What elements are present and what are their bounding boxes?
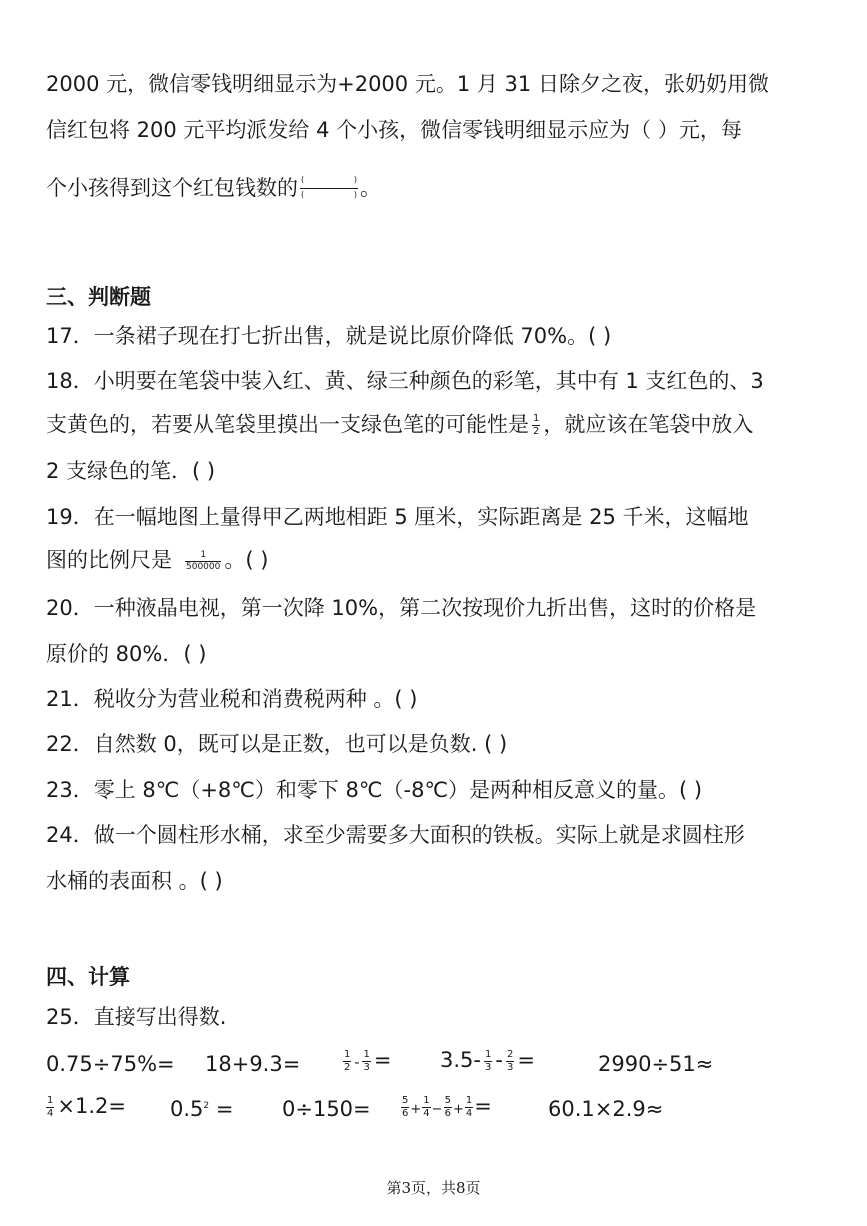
fraction: $\frac{1}{4}$ xyxy=(423,1094,430,1119)
question-19-text-a: 图的比例尺是 xyxy=(46,548,172,572)
question-18-text-b: ，就应该在笔袋中放入 xyxy=(543,412,754,437)
fraction-bar xyxy=(300,188,358,189)
question-18-line-3: 2 支绿色的笔．( ) xyxy=(46,459,216,483)
question-17: 17．一条裙子现在打七折出售，就是说比原价降低 70%。( ) xyxy=(46,324,612,348)
question-20-line-1: 20．一种液晶电视，第一次降 10%，第二次按现价九折出售，这时的价格是 xyxy=(46,596,757,620)
calc-r1c2: 18+9.3= xyxy=(205,1052,301,1076)
intro-line-3-text: 个小孩得到这个红包钱数的 xyxy=(46,176,298,200)
blank-den-open: ( xyxy=(301,190,305,199)
section-title-calculation: 四、计算 xyxy=(46,965,130,989)
blank-num-open: ( xyxy=(301,175,305,184)
intro-line-1: 2000 元，微信零钱明细显示为+2000 元。1 月 31 日除夕之夜，张奶奶用微 xyxy=(46,72,769,96)
section-title-judgement: 三、判断题 xyxy=(46,285,151,309)
blank-den-close: ) xyxy=(353,190,357,199)
fraction-one-half xyxy=(532,414,540,437)
fraction: $\frac{2}{3}$ xyxy=(506,1048,514,1073)
fraction: $\frac{1}{4}$ xyxy=(465,1094,473,1119)
question-19-line-1: 19．在一幅地图上量得甲乙两地相距 5 厘米，实际距离是 25 千米，这幅地 xyxy=(46,505,749,529)
fraction-numerator: 1 xyxy=(185,551,221,562)
question-23: 23．零上 8℃（+8℃）和零下 8℃（-8℃）是两种相反意义的量。( ) xyxy=(46,778,703,802)
calc-r2c2: $0.5^2$ = xyxy=(170,1097,234,1121)
fraction: $\frac{1}{4}$ xyxy=(47,1094,54,1119)
question-19-line-2 xyxy=(46,550,268,572)
fraction: $\frac{1}{3}$ xyxy=(363,1048,370,1073)
question-18-text-a: 支黄色的，若要从笔袋里摸出一支绿色笔的可能性是 xyxy=(46,412,529,437)
fraction-denominator: 500000 xyxy=(186,561,221,572)
calc-r2c4: $\frac{5}{6}$ + $\frac{1}{4}$ − $\frac{5}{6}$ + $\frac{1}{4}$ = xyxy=(402,1094,492,1119)
question-25: 25．直接写出得数. xyxy=(46,1005,227,1029)
question-18-line-1: 18．小明要在笔袋中装入红、黄、绿三种颜色的彩笔，其中有 1 支红色的、3 xyxy=(46,369,764,393)
blank-fraction xyxy=(298,176,360,202)
fraction: $\frac{5}{6}$ xyxy=(402,1094,409,1119)
calc-r1c3: $\frac{1}{2}$ - $\frac{1}{3}$ = xyxy=(344,1048,392,1073)
fraction-numerator: 1 xyxy=(533,413,540,424)
question-19-text-b: 。( ) xyxy=(224,548,269,572)
calc-r1c1: 0.75÷75%= xyxy=(46,1052,175,1076)
fraction: $\frac{1}{2}$ xyxy=(344,1048,351,1073)
question-21: 21．税收分为营业税和消费税两种 。( ) xyxy=(46,687,418,711)
blank-num-close: ) xyxy=(353,175,357,184)
intro-line-3 xyxy=(46,176,381,202)
fraction: $\frac{1}{3}$ xyxy=(484,1048,492,1073)
calc-r2c1: $\frac{1}{4}$ ×1.2= xyxy=(47,1094,126,1119)
page-footer: 第3页，共8页 xyxy=(386,1179,481,1197)
calc-r1c5: 2990÷51≈ xyxy=(598,1052,714,1076)
calc-r1c4: 3.5- $\frac{1}{3}$ - $\frac{2}{3}$ = xyxy=(440,1048,535,1073)
calc-r2c3: 0÷150= xyxy=(282,1097,371,1121)
calc-r2c5: 60.1×2.9≈ xyxy=(548,1097,664,1121)
fraction-map-scale xyxy=(185,551,221,572)
question-24-line-1: 24．做一个圆柱形水桶，求至少需要多大面积的铁板。实际上就是求圆柱形 xyxy=(46,823,745,847)
fraction-denominator: 2 xyxy=(533,426,540,437)
intro-line-3-end: 。 xyxy=(360,176,381,200)
fraction: $\frac{5}{6}$ xyxy=(444,1094,451,1119)
question-20-line-2: 原价的 80%．( ) xyxy=(46,642,207,666)
question-24-line-2: 水桶的表面积 。( ) xyxy=(46,869,223,893)
question-18-line-2 xyxy=(46,414,753,437)
intro-line-2: 信红包将 200 元平均派发给 4 个小孩，微信零钱明细显示应为（ ）元，每 xyxy=(46,118,742,142)
question-22: 22．自然数 0，既可以是正数，也可以是负数. ( ) xyxy=(46,732,508,756)
